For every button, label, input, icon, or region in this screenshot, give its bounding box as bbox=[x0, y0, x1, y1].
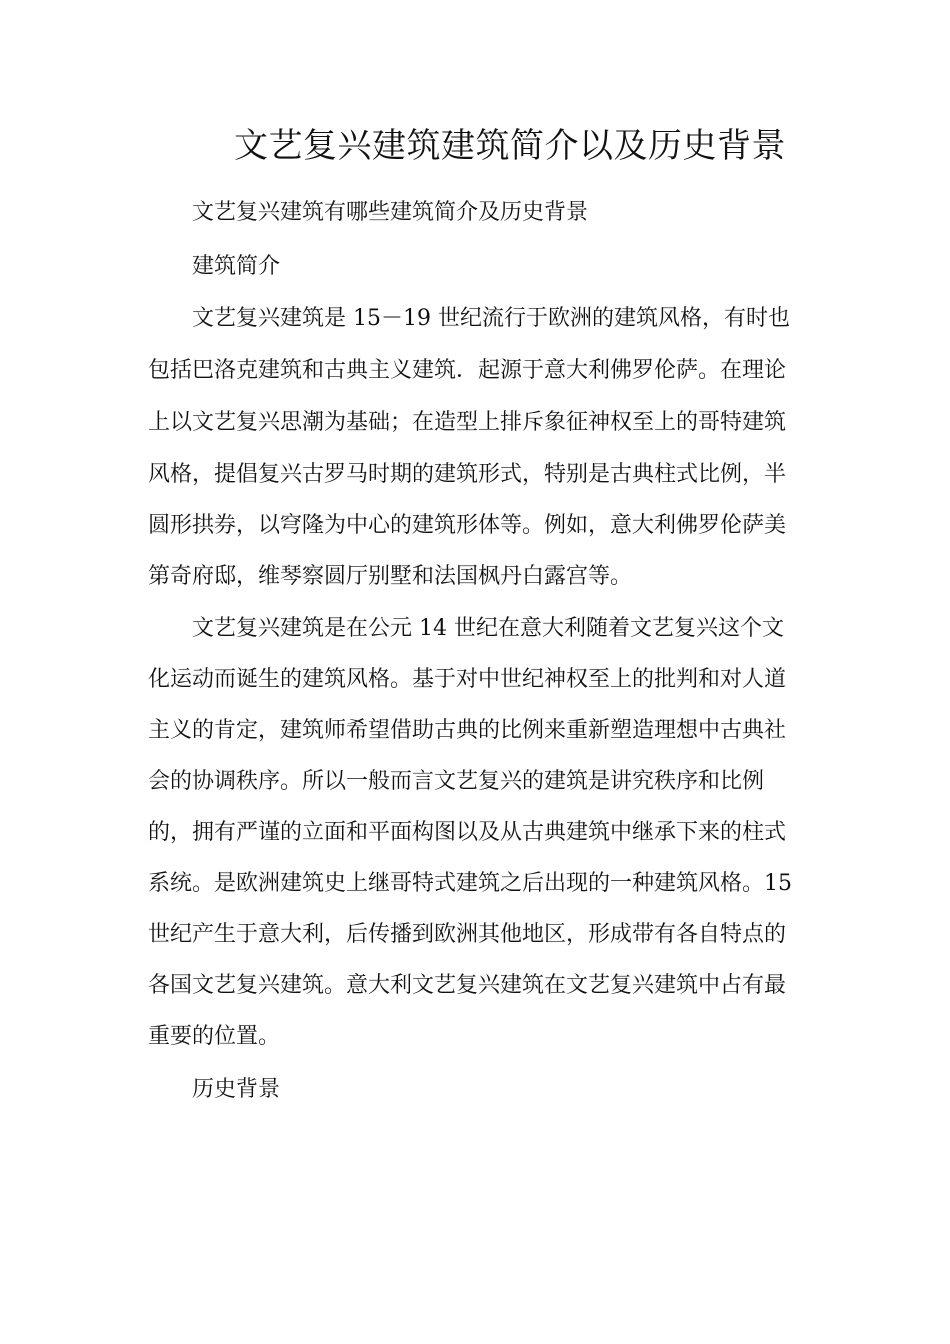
text-line: 的，拥有严谨的立面和平面构图以及从古典建筑中继承下来的柱式 bbox=[148, 820, 787, 845]
text-line: 系统。是欧洲建筑史上继哥特式建筑之后出现的一种建筑风格。15 bbox=[148, 871, 792, 896]
text-line: 风格，提倡复兴古罗马时期的建筑形式，特别是古典柱式比例，半 bbox=[148, 462, 787, 487]
text-line: 会的协调秩序。所以一般而言文艺复兴的建筑是讲究秩序和比例 bbox=[148, 769, 765, 794]
text-line: 重要的位置。 bbox=[148, 1024, 281, 1049]
document-title: 文艺复兴建筑建筑简介以及历史背景 bbox=[234, 126, 786, 166]
subtitle-line: 文艺复兴建筑有哪些建筑简介及历史背景 bbox=[192, 200, 589, 225]
section-heading-history: 历史背景 bbox=[192, 1077, 281, 1102]
section-heading-intro: 建筑简介 bbox=[192, 254, 281, 279]
text-line: 上以文艺复兴思潮为基础；在造型上排斥象征神权至上的哥特建筑 bbox=[148, 410, 787, 435]
text-line: 主义的肯定，建筑师希望借助古典的比例来重新塑造理想中古典社 bbox=[148, 718, 787, 743]
text-line: 文艺复兴建筑是在公元 14 世纪在意大利随着文艺复兴这个文 bbox=[192, 616, 784, 641]
text-line: 化运动而诞生的建筑风格。基于对中世纪神权至上的批判和对人道 bbox=[148, 667, 787, 692]
text-line: 圆形拱券，以穹隆为中心的建筑形体等。例如，意大利佛罗伦萨美 bbox=[148, 513, 787, 538]
text-line: 各国文艺复兴建筑。意大利文艺复兴建筑在文艺复兴建筑中占有最 bbox=[148, 973, 787, 998]
text-line: 第奇府邸，维琴察圆厅别墅和法国枫丹白露宫等。 bbox=[148, 564, 633, 589]
text-line: 世纪产生于意大利，后传播到欧洲其他地区，形成带有各自特点的 bbox=[148, 922, 787, 947]
text-line: 包括巴洛克建筑和古典主义建筑．起源于意大利佛罗伦萨。在理论 bbox=[148, 358, 787, 383]
text-line: 文艺复兴建筑是 15－19 世纪流行于欧洲的建筑风格，有时也 bbox=[192, 306, 790, 331]
